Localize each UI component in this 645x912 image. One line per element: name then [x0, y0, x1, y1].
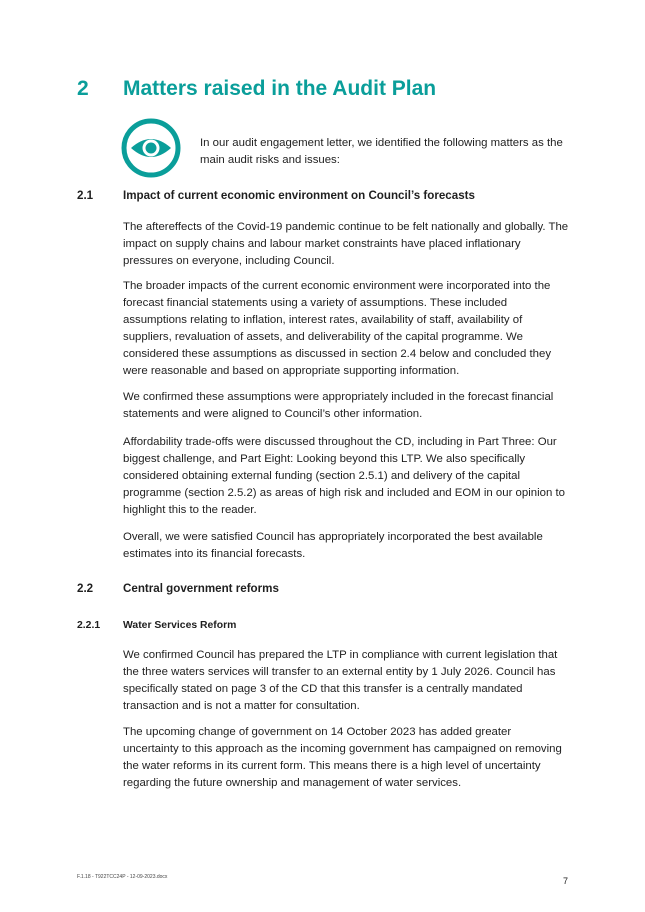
paragraph: The broader impacts of the current economic environment were incorporated into the forecast financial statements using a variety of assumptions. These included assumptions relating to inflation, interest rates, availability of staff, availability of suppliers, revaluation of assets, and deliverability of the capital programme. We considered these assumptions as discussed in section 2.4 below and concluded they were reasonable and based on appropriate supporting information. [123, 280, 552, 377]
section-title: Matters raised in the Audit Plan [123, 77, 437, 100]
intro-text: In our audit engagement letter, we identified the following matters as the main audit risks and issues: [200, 137, 563, 166]
paragraph: Affordability trade-offs were discussed throughout the CD, including in Part Three: Our biggest challenge, and Part Eight: Looking beyond this LTP. We also specifically considered obtaining external funding (section 2.5.1) and delivery of the capital programme (section 2.5.2) as areas of high risk and included and EOM in our opinion to highlight this to the reader. [123, 436, 565, 516]
document-reference: F.1.18 - T922TCC24P - 12-09-2023.docx [77, 874, 168, 880]
eye-icon [121, 118, 181, 178]
paragraph: The upcoming change of government on 14 October 2023 has added greater uncertainty to this approach as the incoming government has campaigned on removing the water reforms in its current form. This means there is a high level of uncertainty regarding the future ownership and management of water services. [123, 726, 562, 789]
paragraph: We confirmed Council has prepared the LTP in compliance with current legislation that the three waters services will transfer to an external entity by 1 July 2026. Council has specifically stated on page 3 of the CD that this transfer is a centrally mandated transaction and is not a matter for consultation. [123, 649, 558, 712]
paragraph: We confirmed these assumptions were appropriately included in the forecast financial statements and were aligned to Council’s other information. [123, 391, 554, 420]
page-number: 7 [563, 876, 569, 886]
subsection-title: Water Services Reform [123, 620, 237, 631]
subsection-number: 2.2 [77, 582, 94, 595]
subsection-number: 2.1 [77, 189, 94, 202]
subsection-number: 2.2.1 [77, 620, 101, 631]
subsection-title: Central government reforms [123, 582, 279, 595]
section-number: 2 [77, 77, 89, 100]
paragraph: Overall, we were satisfied Council has appropriately incorporated the best available estimates into its financial forecasts. [123, 531, 543, 560]
paragraph: The aftereffects of the Covid-19 pandemic continue to be felt nationally and globally. The impact on supply chains and labour market constraints have placed inflationary pressures on everyone, including Council. [123, 221, 569, 267]
subsection-title: Impact of current economic environment on Council’s forecasts [123, 189, 475, 202]
